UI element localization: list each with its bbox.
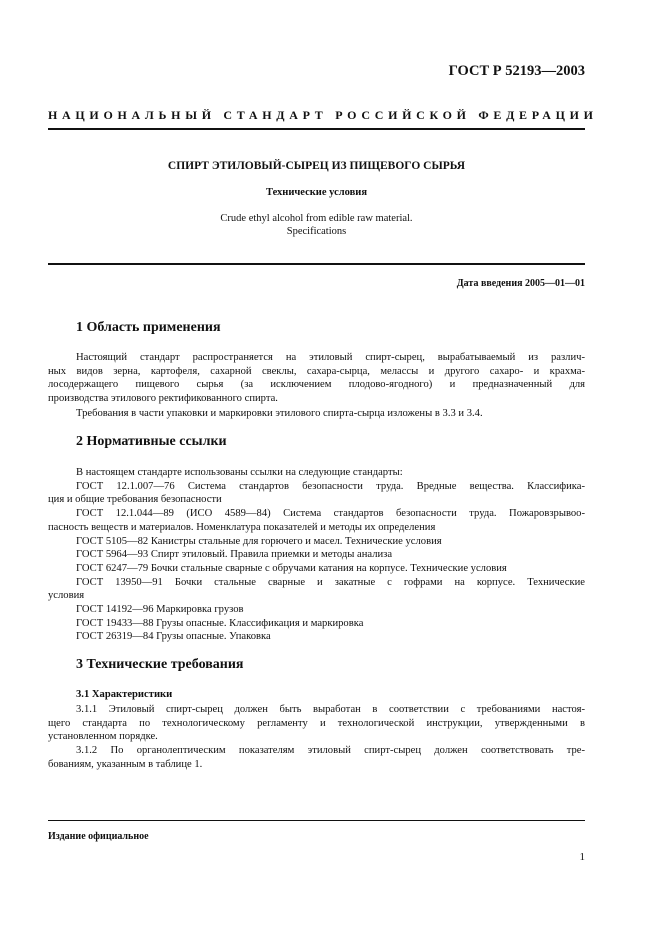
- references-intro: В настоящем стандарте использованы ссылки на следующие стандарты:: [76, 467, 403, 478]
- reference-line: ГОСТ 19433—88 Грузы опасные. Классификация и маркировка: [76, 617, 364, 629]
- text-line: производства этилового ректификованного спирта.: [48, 393, 278, 405]
- section-1-heading: 1 Область применения: [76, 320, 221, 335]
- section-2-heading: 2 Нормативные ссылки: [76, 434, 227, 449]
- reference-line: ГОСТ 5105—82 Канистры стальные для горючего и масел. Технические условия: [76, 535, 442, 547]
- reference-line: ГОСТ 14192—96 Маркировка грузов: [76, 604, 244, 616]
- text-line: лосодержащего пищевого сырья (за исключением плодово-ягодного) и предназначенный для: [48, 379, 585, 391]
- reference-item: [48, 507, 585, 534]
- english-title: [48, 212, 585, 238]
- reference-item: [48, 617, 585, 631]
- section-1-paragraph-2: [48, 407, 585, 421]
- document-title: СПИРТ ЭТИЛОВЫЙ-СЫРЕЦ ИЗ ПИЩЕВОГО СЫРЬЯ: [167, 160, 466, 172]
- official-edition-label: Издание официальное: [48, 831, 149, 842]
- reference-item: [48, 535, 585, 549]
- text-line: щего стандарта по технологическому регламенту и технологической инструкции, утвержденными в: [48, 717, 585, 729]
- text-line: 3.1.1 Этиловый спирт-сырец должен быть выработан в соответствии с требованиями настоя-: [76, 704, 585, 715]
- document-subtitle: Технические условия: [265, 187, 368, 198]
- text-line: Требования в части упаковки и маркировки этилового спирта-сырца изложены в 3.3 и 3.4.: [76, 408, 483, 419]
- divider-middle: [48, 263, 585, 265]
- introduction-date: Дата введения 2005—01—01: [456, 278, 585, 289]
- reference-item: [48, 562, 585, 576]
- reference-item: [48, 548, 585, 562]
- section-1-paragraph-1: [48, 351, 585, 406]
- reference-line: пасность веществ и материалов. Номенклатура показателей и методы их определения: [48, 521, 436, 533]
- text-line: 3.1.2 По органолептическим показателям этиловый спирт-сырец должен соответствовать тре-: [76, 745, 585, 756]
- reference-line: условия: [48, 590, 85, 602]
- reference-line: ция и общие требования безопасности: [48, 494, 222, 506]
- text-line: Настоящий стандарт распространяется на этиловый спирт-сырец, вырабатываемый из различ-: [76, 352, 585, 363]
- divider-bottom: [48, 820, 585, 821]
- text-line: установленном порядке.: [48, 731, 158, 743]
- reference-line: ГОСТ 13950—91 Бочки стальные сварные и закатные с гофрами на корпусе. Технические: [76, 576, 585, 588]
- reference-item: [48, 576, 585, 603]
- normative-references: [48, 466, 585, 644]
- subsection-3-1-heading: 3.1 Характеристики: [76, 689, 173, 700]
- reference-line: ГОСТ 6247—79 Бочки стальные сварные с обручами катания на корпусе. Технические условия: [76, 562, 507, 574]
- page-number: 1: [579, 851, 585, 863]
- reference-line: ГОСТ 5964—93 Спирт этиловый. Правила приемки и методы анализа: [76, 549, 393, 561]
- english-title-line-2: Specifications: [286, 226, 347, 237]
- text-line: ных видов зерна, картофеля, сахарной свеклы, сахара-сырца, мелассы и другого сахаро- и крахма-: [48, 365, 585, 377]
- national-standard-heading: НАЦИОНАЛЬНЫЙ СТАНДАРТ РОССИЙСКОЙ ФЕДЕРАЦИИ: [48, 108, 598, 122]
- document-number: ГОСТ Р 52193—2003: [448, 63, 585, 79]
- reference-line: ГОСТ 26319—84 Грузы опасные. Упаковка: [76, 631, 271, 643]
- text-line: бованиям, указанным в таблице 1.: [48, 758, 203, 770]
- paragraph-3-1-1: [48, 703, 585, 744]
- english-title-line-1: Crude ethyl alcohol from edible raw material.: [220, 213, 413, 224]
- reference-item: [48, 603, 585, 617]
- section-3-heading: 3 Технические требования: [76, 657, 244, 672]
- reference-line: ГОСТ 12.1.007—76 Система стандартов безопасности труда. Вредные вещества. Классифика-: [76, 480, 585, 492]
- reference-item: [48, 480, 585, 507]
- reference-item: [48, 630, 585, 644]
- divider-top: [48, 128, 585, 130]
- reference-line: ГОСТ 12.1.044—89 (ИСО 4589—84) Система стандартов безопасности труда. Пожаровзрывоо-: [76, 508, 585, 520]
- paragraph-3-1-2: [48, 744, 585, 771]
